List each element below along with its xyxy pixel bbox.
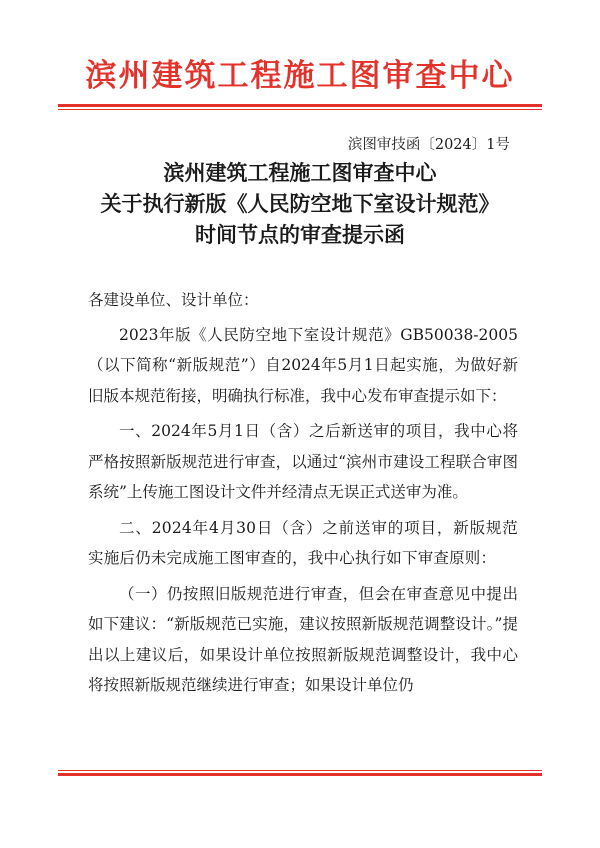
document-body (88, 285, 518, 701)
document-title (0, 157, 600, 250)
masthead-divider (58, 104, 542, 111)
body-paragraph: （一）仍按照旧版规范进行审查，但会在审查意见中提出如下建议：“新版规范已实施，建议按照新版规范调整设计。”提出以上建议后，如果设计单位按照新版规范调整设计，我中心将按照新版规范继续进行审查；如果设计单位仍 (88, 584, 518, 694)
title-line-1: 滨州建筑工程施工图审查中心 (163, 160, 437, 185)
salutation: 各建设单位、设计单位： (88, 291, 259, 309)
document-number: 滨图审技函〔2024〕1号 (347, 137, 510, 153)
divider-thick-line (58, 773, 542, 776)
body-paragraph: 二、2024年4月30日（含）之前送审的项目，新版规范实施后仍未完成施工图审查的，我中心执行如下审查原则： (88, 518, 518, 567)
divider-thin-line (58, 109, 542, 110)
title-line-2: 关于执行新版《人民防空地下室设计规范》 (100, 191, 500, 216)
body-paragraph: 2023年版《人民防空地下室设计规范》GB50038-2005（以下简称“新版规范”）自2024年5月1日起实施，为做好新旧版本规范衔接，明确执行标准，我中心发布审查提示如下： (88, 325, 518, 405)
footer-divider (58, 770, 542, 777)
body-paragraph: 一、2024年5月1日（含）之后新送审的项目，我中心将严格按照新版规范进行审查，以通过“滨州市建设工程联合审图系统”上传施工图设计文件并经清点无误正式送审为准。 (88, 422, 518, 501)
masthead-title: 滨州建筑工程施工图审查中心 (85, 58, 515, 94)
title-line-3: 时间节点的审查提示函 (195, 222, 405, 247)
divider-thick-line (58, 104, 542, 107)
divider-thin-line (58, 770, 542, 771)
